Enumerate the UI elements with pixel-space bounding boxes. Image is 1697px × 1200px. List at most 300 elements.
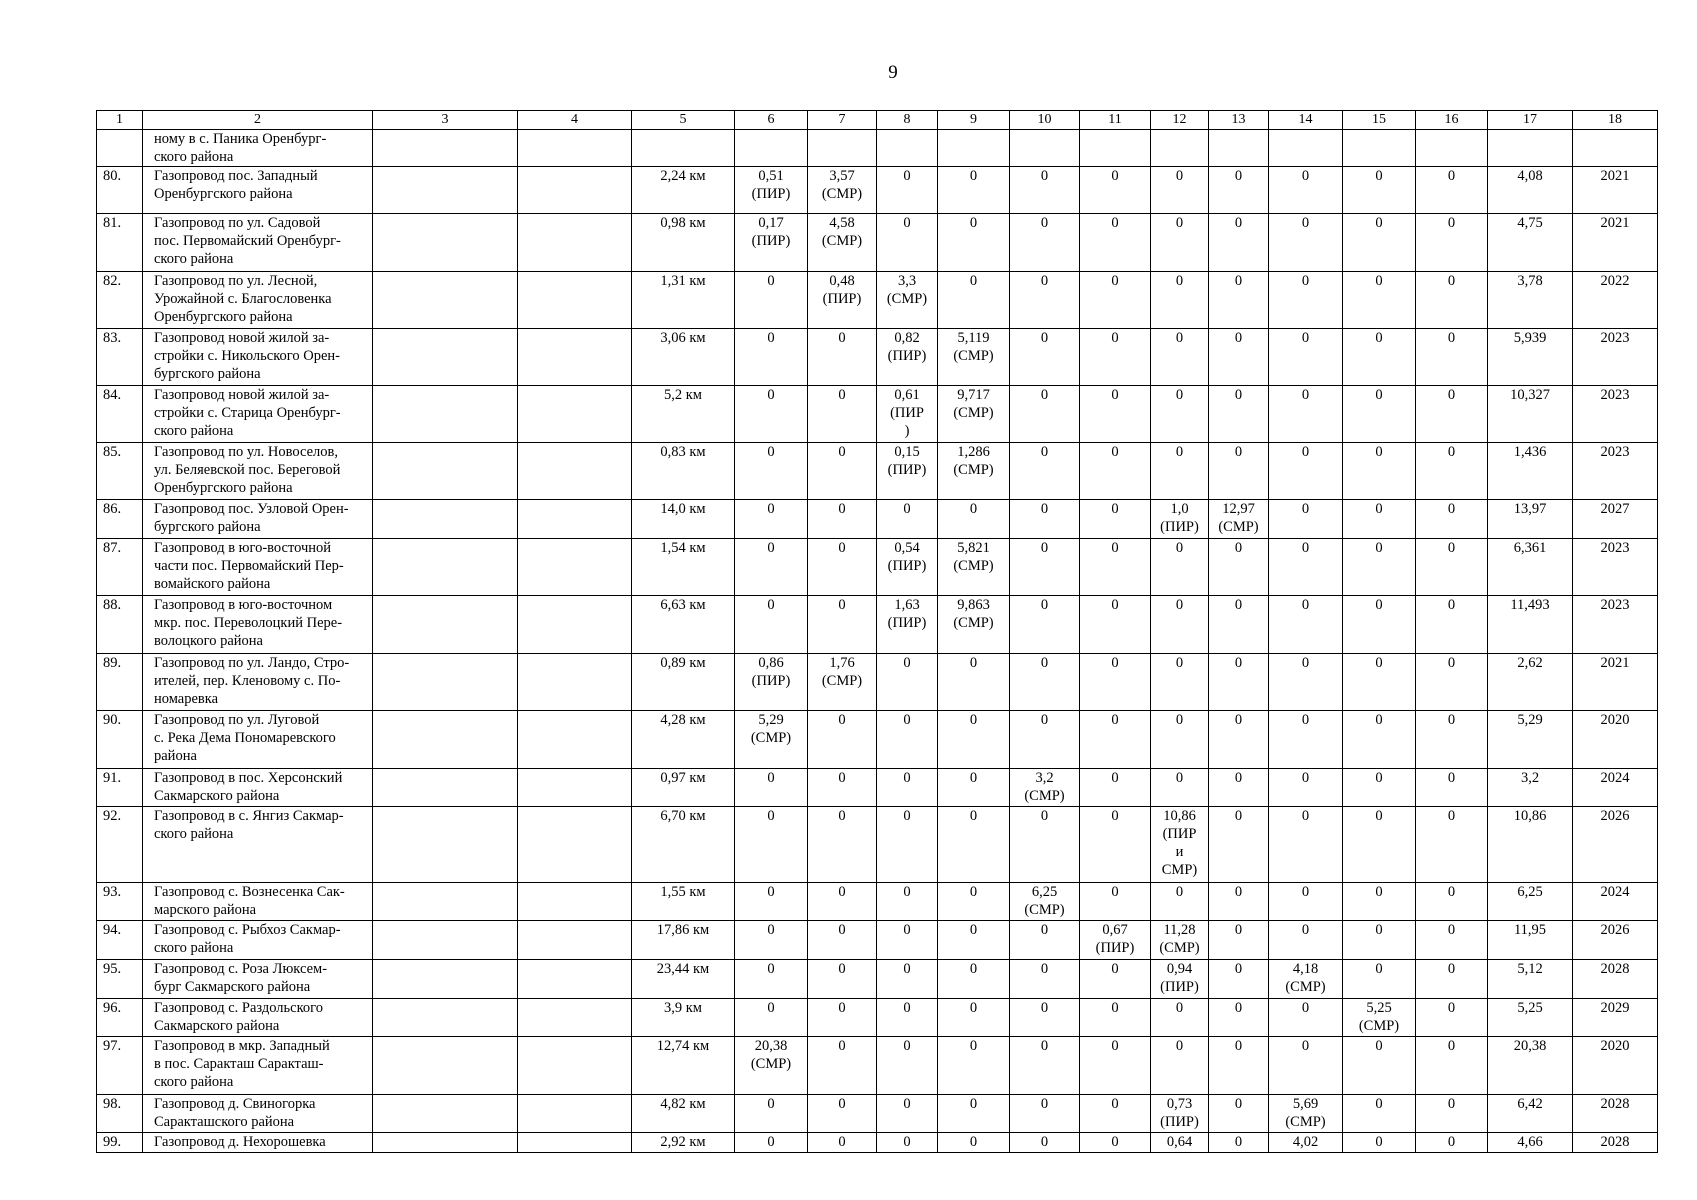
column-header: 3 (373, 111, 518, 130)
table-cell: 3,2 (СМР) (1010, 769, 1080, 807)
row-number-cell: 83. (97, 329, 143, 386)
column-header: 10 (1010, 111, 1080, 130)
table-cell (518, 329, 632, 386)
table-cell: 0 (1080, 960, 1151, 999)
table-cell: 2027 (1573, 500, 1658, 539)
table-cell: 0,64 (1151, 1133, 1209, 1153)
table-cell (1343, 130, 1416, 167)
table-cell: 0 (1416, 1095, 1488, 1133)
table-cell: 2026 (1573, 921, 1658, 960)
table-cell: 0 (808, 711, 877, 769)
table-cell: 0 (1151, 883, 1209, 921)
table-row (97, 1095, 1658, 1133)
table-cell: 0 (1010, 386, 1080, 443)
table-cell: 0 (1343, 883, 1416, 921)
table-cell: 0 (1151, 654, 1209, 711)
table-cell: 0,17 (ПИР) (735, 214, 808, 272)
table-cell: 0 (808, 500, 877, 539)
table-cell: 0 (1209, 711, 1269, 769)
table-cell: 0 (1151, 386, 1209, 443)
table-cell: 0 (1080, 596, 1151, 654)
table-cell: 0 (877, 921, 938, 960)
table-cell: 0 (1416, 960, 1488, 999)
table-cell: 1,0 (ПИР) (1151, 500, 1209, 539)
table-cell: 0 (735, 921, 808, 960)
column-header: 1 (97, 111, 143, 130)
table-cell: 0,97 км (632, 769, 735, 807)
table-cell: 0 (1010, 539, 1080, 596)
table-cell: 0 (1416, 883, 1488, 921)
table-cell: 0 (735, 539, 808, 596)
object-name-cell: Газопровод в юго-восточном мкр. пос. Переволоцкий Пере- волоцкого района (143, 596, 373, 654)
table-cell: 1,63 (ПИР) (877, 596, 938, 654)
table-cell (518, 1095, 632, 1133)
table-cell: 5,12 (1488, 960, 1573, 999)
table-cell (373, 654, 518, 711)
table-cell: 0 (1151, 769, 1209, 807)
table-cell (373, 539, 518, 596)
table-cell: 4,75 (1488, 214, 1573, 272)
table-cell: 0 (1416, 999, 1488, 1037)
table-cell: 0 (1010, 272, 1080, 329)
row-number-cell: 87. (97, 539, 143, 596)
table-cell: 20,38 (1488, 1037, 1573, 1095)
table-cell: 0 (735, 1095, 808, 1133)
table-cell: 0 (1209, 167, 1269, 214)
table-cell: 0 (1209, 1037, 1269, 1095)
table-cell: 0 (1010, 1095, 1080, 1133)
table-row (97, 167, 1658, 214)
table-cell: 0 (938, 711, 1010, 769)
table-cell (373, 999, 518, 1037)
table-cell: 0 (1343, 539, 1416, 596)
table-cell: 0 (808, 329, 877, 386)
table-cell: 20,38 (СМР) (735, 1037, 808, 1095)
table-cell: 0 (1151, 214, 1209, 272)
table-cell: 12,74 км (632, 1037, 735, 1095)
table-cell: 5,29 (СМР) (735, 711, 808, 769)
table-cell: 0 (808, 386, 877, 443)
table-cell: 2028 (1573, 960, 1658, 999)
table-cell: 0,94 (ПИР) (1151, 960, 1209, 999)
row-number-cell: 81. (97, 214, 143, 272)
table-cell: 1,31 км (632, 272, 735, 329)
table-cell (1010, 130, 1080, 167)
table-cell (373, 960, 518, 999)
table-cell: 0 (1343, 443, 1416, 500)
table-cell: 0 (735, 596, 808, 654)
column-header: 6 (735, 111, 808, 130)
table-row (97, 1037, 1658, 1095)
table-cell: 0 (808, 443, 877, 500)
row-number-cell: 89. (97, 654, 143, 711)
table-cell: 0 (735, 500, 808, 539)
table-cell: 0 (1010, 999, 1080, 1037)
table-cell (877, 130, 938, 167)
table-cell: 0 (808, 596, 877, 654)
table-cell: 0 (1416, 539, 1488, 596)
table-cell: 0 (938, 272, 1010, 329)
object-name-cell: Газопровод в юго-восточной части пос. Первомайский Пер- вомайского района (143, 539, 373, 596)
table-cell: 2023 (1573, 539, 1658, 596)
table-cell: 0 (938, 654, 1010, 711)
table-cell: 0 (877, 807, 938, 883)
object-name-cell: Газопровод пос. Западный Оренбургского района (143, 167, 373, 214)
table-cell (373, 769, 518, 807)
table-cell: 3,3 (СМР) (877, 272, 938, 329)
table-cell: 0 (1343, 654, 1416, 711)
table-cell: 0 (1080, 999, 1151, 1037)
table-cell: 0 (1343, 272, 1416, 329)
table-cell (1269, 130, 1343, 167)
table-cell (518, 272, 632, 329)
table-cell (1573, 130, 1658, 167)
column-header: 18 (1573, 111, 1658, 130)
table-cell (518, 807, 632, 883)
table-cell (373, 443, 518, 500)
table-cell: 0 (1416, 167, 1488, 214)
table-cell: 0 (1343, 1095, 1416, 1133)
column-header: 5 (632, 111, 735, 130)
table-cell: 4,28 км (632, 711, 735, 769)
table-cell: 4,18 (СМР) (1269, 960, 1343, 999)
table-cell: 4,02 (1269, 1133, 1343, 1153)
table-cell: 0 (1343, 1133, 1416, 1153)
table-cell: 0 (938, 769, 1010, 807)
table-cell (518, 443, 632, 500)
table-cell (373, 272, 518, 329)
table-cell: 6,42 (1488, 1095, 1573, 1133)
table-cell (373, 1095, 518, 1133)
table-cell: 0 (1010, 1037, 1080, 1095)
table-cell: 0 (1269, 883, 1343, 921)
column-header: 8 (877, 111, 938, 130)
row-number-cell: 93. (97, 883, 143, 921)
table-cell: 0 (1209, 214, 1269, 272)
header-row (97, 111, 1658, 130)
table-row (97, 596, 1658, 654)
table-cell: 0 (1151, 329, 1209, 386)
table-cell (518, 596, 632, 654)
table-cell: 0 (1416, 769, 1488, 807)
table-cell: 6,25 (СМР) (1010, 883, 1080, 921)
row-number-cell: 99. (97, 1133, 143, 1153)
table-cell: 0 (808, 807, 877, 883)
table-cell: 5,2 км (632, 386, 735, 443)
table-cell: 0 (1151, 1037, 1209, 1095)
table-cell: 0 (1080, 769, 1151, 807)
table-cell: 0 (1416, 1037, 1488, 1095)
table-cell: 3,9 км (632, 999, 735, 1037)
table-cell: 0 (1209, 654, 1269, 711)
table-cell: 0 (1010, 921, 1080, 960)
table-cell: 0,54 (ПИР) (877, 539, 938, 596)
table-cell: 4,08 (1488, 167, 1573, 214)
table-cell: 0 (1080, 500, 1151, 539)
table-cell (373, 386, 518, 443)
table-cell (373, 596, 518, 654)
table-cell: 5,29 (1488, 711, 1573, 769)
object-name-cell: Газопровод в мкр. Западный в пос. Саракташ Саракташ- ского района (143, 1037, 373, 1095)
table-cell: 2021 (1573, 214, 1658, 272)
table-cell: 0 (1080, 272, 1151, 329)
table-cell: 0 (1010, 167, 1080, 214)
table-cell: 0 (1080, 329, 1151, 386)
table-cell (518, 130, 632, 167)
table-cell: 5,69 (СМР) (1269, 1095, 1343, 1133)
table-cell: 1,55 км (632, 883, 735, 921)
table-cell: 0 (1343, 329, 1416, 386)
table-cell: 0 (808, 999, 877, 1037)
table-cell (373, 883, 518, 921)
table-row (97, 443, 1658, 500)
table-cell: 0 (938, 1133, 1010, 1153)
table-cell: 0 (877, 883, 938, 921)
table-cell (518, 921, 632, 960)
table-cell: 5,939 (1488, 329, 1573, 386)
table-cell: 0 (1416, 921, 1488, 960)
table-cell (373, 711, 518, 769)
table-cell: 0 (1209, 960, 1269, 999)
table-cell: 0 (1416, 1133, 1488, 1153)
table-cell: 3,57 (СМР) (808, 167, 877, 214)
table-cell: 0 (1343, 807, 1416, 883)
table-row (97, 769, 1658, 807)
table-cell: 0 (1209, 1095, 1269, 1133)
row-number-cell: 96. (97, 999, 143, 1037)
table-cell: 0,15 (ПИР) (877, 443, 938, 500)
table-cell: 1,76 (СМР) (808, 654, 877, 711)
table-cell: 0 (808, 769, 877, 807)
table-cell: 2024 (1573, 883, 1658, 921)
table-cell: 0 (735, 883, 808, 921)
table-row (97, 1133, 1658, 1153)
table-cell: 0 (877, 214, 938, 272)
table-cell: 10,86 (ПИР и СМР) (1151, 807, 1209, 883)
table-cell: 0 (1416, 272, 1488, 329)
table-cell: 0 (1269, 214, 1343, 272)
row-number-cell: 94. (97, 921, 143, 960)
table-cell: 2020 (1573, 711, 1658, 769)
table-cell (808, 130, 877, 167)
table-cell (373, 1133, 518, 1153)
table-row (97, 807, 1658, 883)
table-cell: 0 (1080, 807, 1151, 883)
table-cell: 1,436 (1488, 443, 1573, 500)
table-cell: 3,06 км (632, 329, 735, 386)
object-name-cell: Газопровод по ул. Садовой пос. Первомайский Оренбург- ского района (143, 214, 373, 272)
page-number: 9 (888, 62, 898, 83)
table-cell: 0 (1416, 386, 1488, 443)
table-cell: 0 (1416, 329, 1488, 386)
table-cell: 0 (808, 883, 877, 921)
table-cell: 0 (1269, 711, 1343, 769)
table-cell: 6,25 (1488, 883, 1573, 921)
object-name-cell: ному в с. Паника Оренбург- ского района (143, 130, 373, 167)
table-cell: 0 (877, 1133, 938, 1153)
table-cell: 0 (1343, 596, 1416, 654)
table-cell: 5,25 (1488, 999, 1573, 1037)
table-cell: 4,66 (1488, 1133, 1573, 1153)
table-cell: 0 (1010, 329, 1080, 386)
column-header: 16 (1416, 111, 1488, 130)
column-header: 17 (1488, 111, 1573, 130)
table-row (97, 214, 1658, 272)
table-cell: 0,82 (ПИР) (877, 329, 938, 386)
object-name-cell: Газопровод с. Рыбхоз Сакмар- ского района (143, 921, 373, 960)
table-cell: 0 (877, 167, 938, 214)
row-number-cell: 80. (97, 167, 143, 214)
table-cell: 2028 (1573, 1133, 1658, 1153)
table-cell: 2,92 км (632, 1133, 735, 1153)
table-cell (518, 960, 632, 999)
table-cell (1488, 130, 1573, 167)
table-cell (1209, 130, 1269, 167)
row-number-cell: 98. (97, 1095, 143, 1133)
table-cell: 5,821 (СМР) (938, 539, 1010, 596)
table-cell: 0 (1416, 596, 1488, 654)
table-cell: 0 (1080, 539, 1151, 596)
table-cell: 0 (1343, 500, 1416, 539)
table-cell (373, 214, 518, 272)
table-cell: 0 (1010, 596, 1080, 654)
table-cell: 0 (1151, 596, 1209, 654)
table-cell: 2026 (1573, 807, 1658, 883)
table-row (97, 130, 1658, 167)
table-cell: 0 (1010, 500, 1080, 539)
table-cell: 0 (1209, 329, 1269, 386)
table-cell (518, 386, 632, 443)
table-cell: 23,44 км (632, 960, 735, 999)
table-cell: 0,48 (ПИР) (808, 272, 877, 329)
row-number-cell: 84. (97, 386, 143, 443)
table-cell: 0 (1343, 1037, 1416, 1095)
table-cell: 0 (1269, 769, 1343, 807)
table-cell: 0 (735, 386, 808, 443)
table-cell: 0,83 км (632, 443, 735, 500)
table-cell: 0 (1010, 960, 1080, 999)
object-name-cell: Газопровод с. Роза Люксем- бург Сакмарского района (143, 960, 373, 999)
table-cell: 0 (1209, 769, 1269, 807)
table-cell: 0 (735, 443, 808, 500)
table-cell: 0 (1343, 921, 1416, 960)
table-cell (373, 807, 518, 883)
table-cell: 4,58 (СМР) (808, 214, 877, 272)
row-number-cell: 90. (97, 711, 143, 769)
table-cell: 0 (1209, 443, 1269, 500)
table-cell: 0 (1343, 167, 1416, 214)
row-number-cell: 86. (97, 500, 143, 539)
table-cell: 1,54 км (632, 539, 735, 596)
table-cell: 0 (938, 214, 1010, 272)
table-cell: 9,863 (СМР) (938, 596, 1010, 654)
table-cell (518, 999, 632, 1037)
table-cell: 2020 (1573, 1037, 1658, 1095)
table-cell: 0 (1151, 272, 1209, 329)
table-cell: 0 (1269, 654, 1343, 711)
table-cell: 0 (1269, 167, 1343, 214)
table-cell: 3,2 (1488, 769, 1573, 807)
table-cell: 0 (1269, 272, 1343, 329)
table-cell: 0 (877, 711, 938, 769)
table-cell: 0 (938, 999, 1010, 1037)
table-cell: 0 (877, 1095, 938, 1133)
table-cell: 5,119 (СМР) (938, 329, 1010, 386)
object-name-cell: Газопровод с. Раздольского Сакмарского района (143, 999, 373, 1037)
table-cell: 0 (808, 539, 877, 596)
table-cell: 0 (1269, 596, 1343, 654)
table-cell: 2021 (1573, 167, 1658, 214)
row-number-cell (97, 130, 143, 167)
table-cell: 0 (735, 807, 808, 883)
table-cell: 2023 (1573, 596, 1658, 654)
table-cell (518, 214, 632, 272)
object-name-cell: Газопровод д. Свиногорка Саракташского района (143, 1095, 373, 1133)
table-row (97, 883, 1658, 921)
table-cell: 0,61 (ПИР ) (877, 386, 938, 443)
table-row (97, 539, 1658, 596)
table-cell (373, 167, 518, 214)
table-cell: 0 (1209, 807, 1269, 883)
table-cell: 1,286 (СМР) (938, 443, 1010, 500)
table-cell: 0 (1269, 999, 1343, 1037)
table-cell: 0 (1343, 769, 1416, 807)
table-cell: 0 (1269, 329, 1343, 386)
table-row (97, 999, 1658, 1037)
table-cell: 0 (808, 1133, 877, 1153)
table-cell: 4,82 км (632, 1095, 735, 1133)
table-cell (1080, 130, 1151, 167)
table-cell: 3,78 (1488, 272, 1573, 329)
table-cell: 0 (735, 272, 808, 329)
table-cell: 10,327 (1488, 386, 1573, 443)
table-cell: 0 (808, 1037, 877, 1095)
table-cell: 0 (1269, 539, 1343, 596)
table-cell: 0 (1416, 214, 1488, 272)
table-cell: 0 (1416, 443, 1488, 500)
table-cell (518, 1037, 632, 1095)
object-name-cell: Газопровод по ул. Луговой с. Река Дема Пономаревского района (143, 711, 373, 769)
table-cell: 0 (808, 921, 877, 960)
table-cell (518, 539, 632, 596)
row-number-cell: 85. (97, 443, 143, 500)
object-name-cell: Газопровод пос. Узловой Орен- бургского района (143, 500, 373, 539)
table-cell: 0 (877, 500, 938, 539)
table-cell: 0 (938, 883, 1010, 921)
column-header: 11 (1080, 111, 1151, 130)
table-cell: 0 (1343, 960, 1416, 999)
table-cell: 2021 (1573, 654, 1658, 711)
table-cell: 11,493 (1488, 596, 1573, 654)
table-cell: 0 (1080, 443, 1151, 500)
table-cell: 0 (1080, 1037, 1151, 1095)
table-cell (518, 883, 632, 921)
table-cell (373, 921, 518, 960)
table-cell: 0 (808, 960, 877, 999)
object-name-cell: Газопровод д. Нехорошевка (143, 1133, 373, 1153)
table-cell (518, 1133, 632, 1153)
table-cell: 0 (1151, 167, 1209, 214)
table-cell: 0 (1080, 1133, 1151, 1153)
table-cell: 2023 (1573, 329, 1658, 386)
table-cell: 0 (1209, 596, 1269, 654)
column-header: 4 (518, 111, 632, 130)
row-number-cell: 82. (97, 272, 143, 329)
table-cell: 0 (1080, 883, 1151, 921)
table-cell: 0 (1010, 214, 1080, 272)
table-cell: 13,97 (1488, 500, 1573, 539)
table-cell: 14,0 км (632, 500, 735, 539)
